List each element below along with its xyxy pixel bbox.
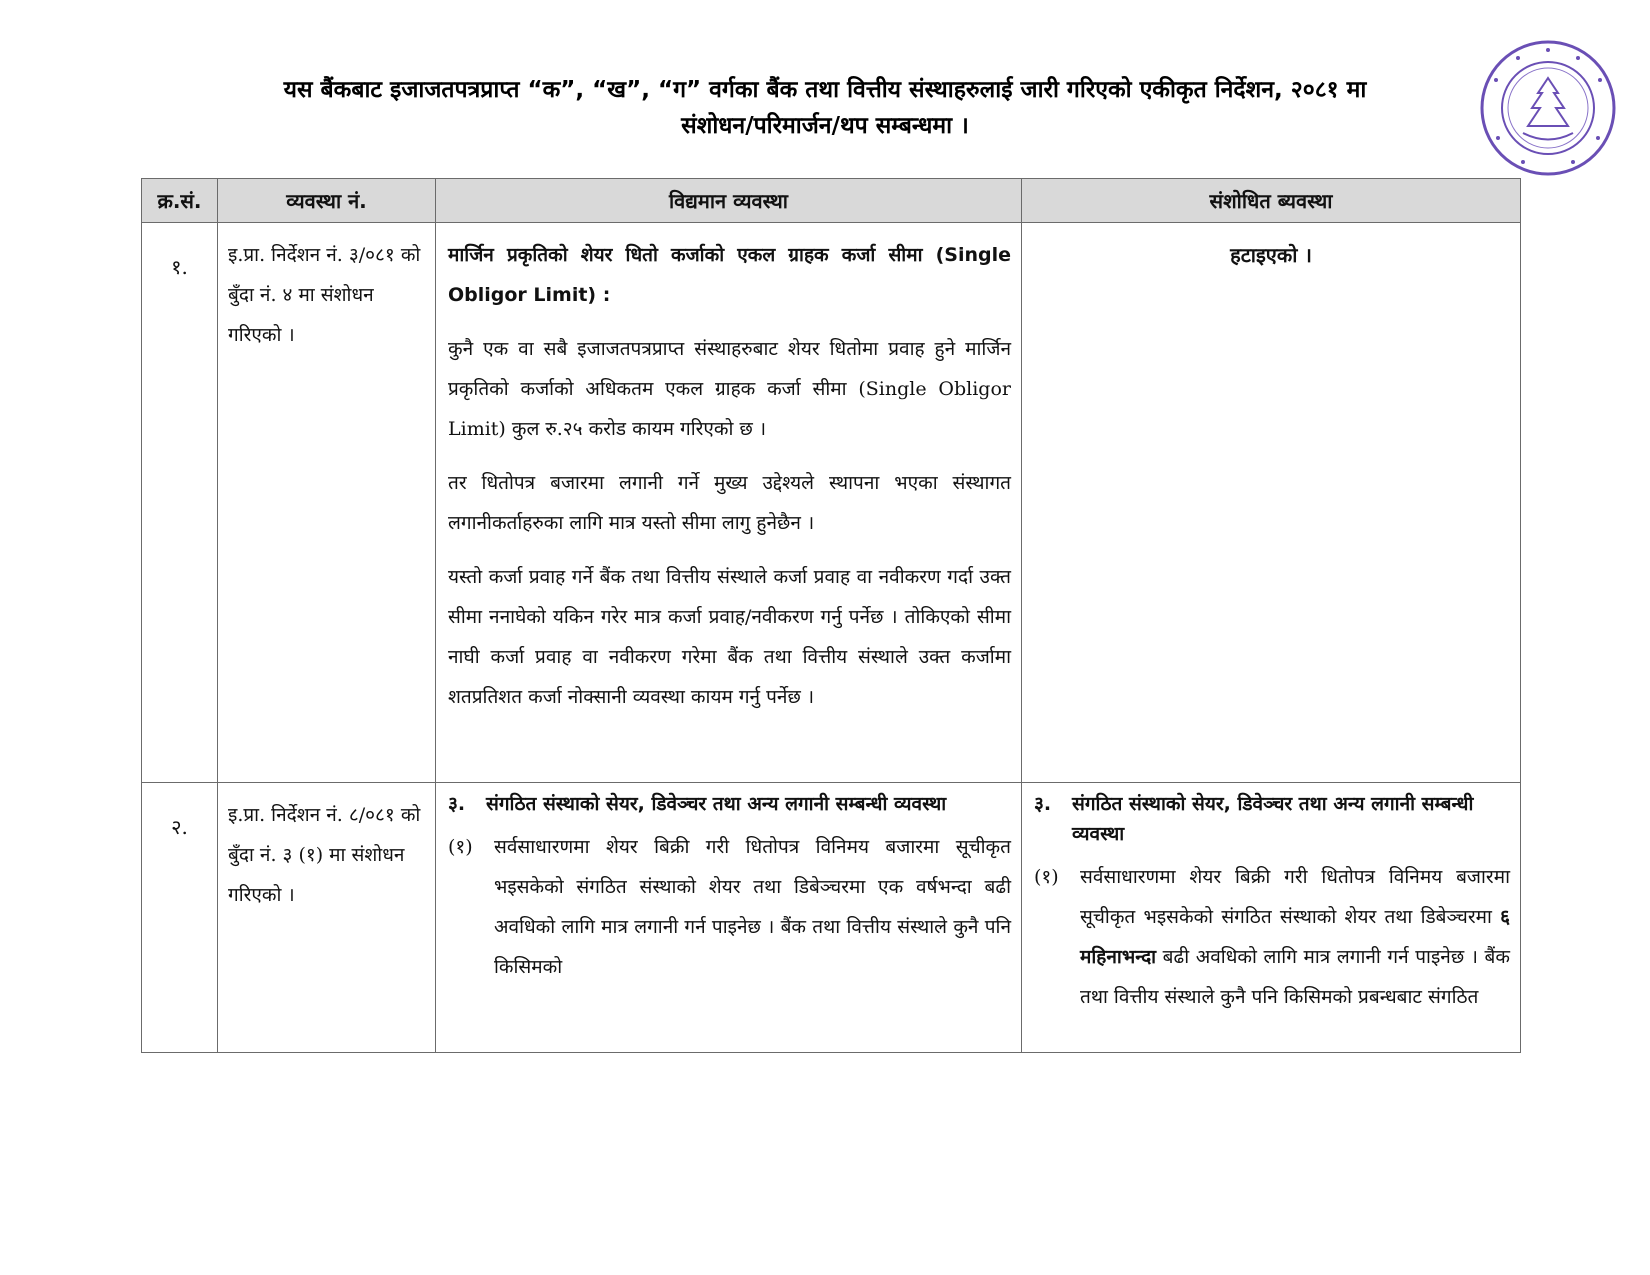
existing-paragraph: यस्तो कर्जा प्रवाह गर्ने बैंक तथा वित्तीय संस्थाले कर्जा प्रवाह वा नवीकरण गर्दा उक्त सीमा ननाघेको यकिन गरेर मात्र कर्जा प्रवाह/नवीकरण गर्नु पर्नेछ । तोकिएको सीमा नाघी कर्जा प्रवाह वा नवीकरण गरेमा बैंक तथा वित्तीय संस्थाले उक्त कर्जामा शतप्रतिशत कर्जा नोक्सानी व्यवस्था कायम गर्नु पर्नेछ ।: [448, 566, 1011, 708]
subclause-text-part: बढी अवधिको लागि मात्र लगानी गर्न पाइनेछ । बैंक तथा वित्तीय संस्थाले कुनै पनि किसिमको प्रबन्धबाट संगठित: [1080, 946, 1510, 1008]
table-row: [142, 223, 1521, 783]
row-reference: इ.प्रा. निर्देशन नं. ८/०८१ को बुँदा नं. ३ (१) मा संशोधन गरिएको ।: [218, 783, 436, 1053]
section-number: ३.: [1034, 793, 1052, 815]
subclause-number: (१): [1034, 866, 1059, 888]
section-title: संगठित संस्थाको सेयर, डिवेञ्चर तथा अन्य लगानी सम्बन्धी व्यवस्था: [486, 793, 947, 815]
header-serial: क्र.सं.: [142, 179, 218, 223]
title-line-1: यस बैंकबाट इजाजतपत्रप्राप्त “क”, “ख”, “ग” वर्गका बैंक तथा वित्तीय संस्थाहरुलाई जारी गरिएको एकीकृत निर्देशन, २०८१ मा: [283, 77, 1367, 103]
subclause-text: [1080, 857, 1510, 1017]
existing-heading: मार्जिन प्रकृतिको शेयर धितो कर्जाको एकल ग्राहक कर्जा सीमा (Single Obligor Limit) :: [448, 244, 1011, 306]
existing-provision-cell: [436, 223, 1022, 783]
header-provision-no: व्यवस्था नं.: [218, 179, 436, 223]
subclause-text: सर्वसाधारणमा शेयर बिक्री गरी धितोपत्र विनिमय बजारमा सूचीकृत भइसकेको संगठित संस्थाको शेयर तथा डिबेञ्चरमा एक वर्षभन्दा बढी अवधिको लागि मात्र लगानी गर्न पाइनेछ । बैंक तथा वित्तीय संस्थाले कुनै पनि किसिमको: [494, 836, 1011, 978]
table-header-row: [142, 179, 1521, 223]
page-title: [170, 72, 1480, 144]
existing-subclause: [448, 827, 1011, 987]
subclause-number: (१): [448, 836, 473, 858]
row-serial: १.: [142, 223, 218, 783]
subclause-highlight: ६ महिनाभन्दा: [1080, 906, 1510, 968]
revised-provision-cell: हटाइएको ।: [1022, 223, 1521, 783]
row-serial: २.: [142, 783, 218, 1053]
revised-section-heading: [1034, 789, 1510, 849]
existing-section-heading: [448, 789, 1011, 819]
section-title: संगठित संस्थाको सेयर, डिवेञ्चर तथा अन्य लगानी सम्बन्धी व्यवस्था: [1072, 793, 1474, 845]
section-number: ३.: [448, 793, 466, 815]
table-row: [142, 783, 1521, 1053]
header-revised: संशोधित ब्यवस्था: [1022, 179, 1521, 223]
revised-provision-cell: [1022, 783, 1521, 1053]
existing-provision-cell: [436, 783, 1022, 1053]
revised-subclause: [1034, 857, 1510, 1017]
header-existing: विद्यमान व्यवस्था: [436, 179, 1022, 223]
existing-paragraph: तर धितोपत्र बजारमा लगानी गर्ने मुख्य उद्देश्यले स्थापना भएका संस्थागत लगानीकर्ताहरुका लागि मात्र यस्तो सीमा लागु हुनेछैन ।: [448, 472, 1011, 534]
nrb-seal-logo: [1478, 38, 1618, 178]
title-line-2: संशोधन/परिमार्जन/थप सम्बन्धमा ।: [681, 113, 969, 139]
subclause-text-part: सर्वसाधारणमा शेयर बिक्री गरी धितोपत्र विनिमय बजारमा सूचीकृत भइसकेको संगठित संस्थाको शेयर तथा डिबेञ्चरमा: [1080, 866, 1510, 928]
amendment-table: [141, 178, 1521, 1053]
existing-paragraph: कुनै एक वा सबै इजाजतपत्रप्राप्त संस्थाहरुबाट शेयर धितोमा प्रवाह हुने मार्जिन प्रकृतिको कर्जाको अधिकतम एकल ग्राहक कर्जा सीमा (Single Obligor Limit) कुल रु.२५ करोड कायम गरिएको छ ।: [448, 338, 1011, 440]
row-reference: इ.प्रा. निर्देशन नं. ३/०८१ को बुँदा नं. ४ मा संशोधन गरिएको ।: [218, 223, 436, 783]
